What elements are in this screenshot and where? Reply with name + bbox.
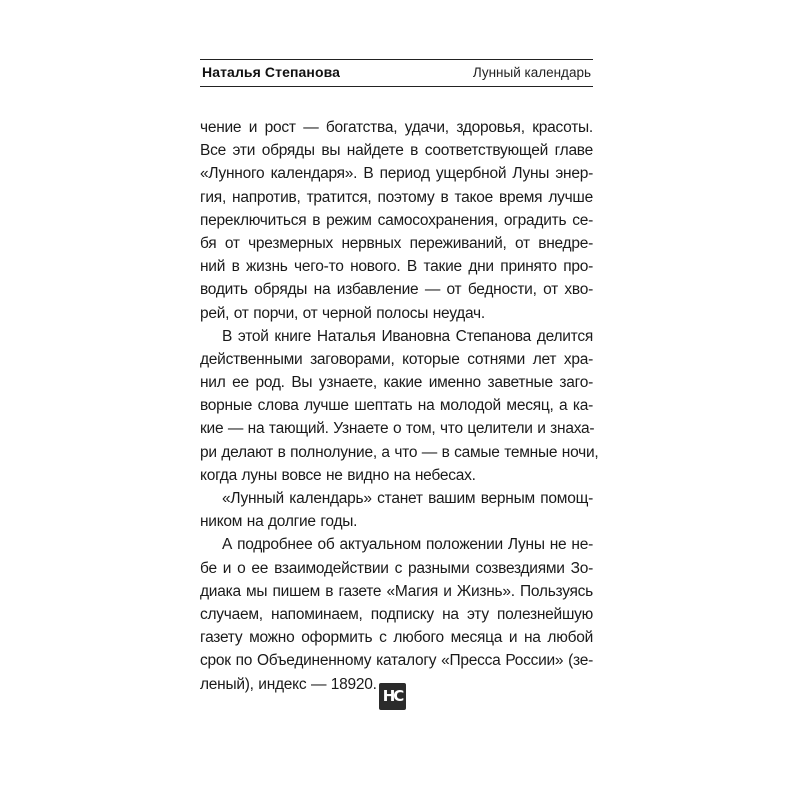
paragraph-3	[200, 487, 593, 533]
text-line: ником на долгие годы.	[200, 513, 358, 531]
text-line: газету можно оформить с любого месяца и на любой	[200, 629, 593, 647]
text-line: В этой книге Наталья Ивановна Степанова делится	[222, 327, 593, 345]
book-title: Лунный календарь	[472, 65, 591, 80]
paragraph-2	[200, 325, 599, 487]
text-line: случаем, напоминаем, подписку на эту полезнейшую	[200, 605, 593, 623]
text-line: действенными заговорами, которые сотнями лет хра-	[200, 350, 593, 368]
body-text	[200, 116, 599, 696]
text-line: гия, напротив, тратится, поэтому в такое время лучше	[200, 188, 593, 206]
publisher-logo-icon: HC	[379, 683, 406, 710]
text-line: леный), индекс — 18920.	[200, 675, 377, 693]
text-line: рей, от порчи, от черной полосы неудач.	[200, 304, 485, 322]
text-line: переключиться в режим самосохранения, оградить се-	[200, 211, 593, 229]
text-line: ворные слова лучше шептать на молодой месяц, а ка-	[200, 397, 593, 415]
paragraph-4	[200, 533, 593, 695]
text-line: срок по Объединенному каталогу «Пресса России» (зе-	[200, 652, 593, 670]
text-line: «Лунного календаря». В период ущербной Луны энер-	[200, 165, 593, 183]
text-line: бе и о ее взаимодействии с разными созвездиями Зо-	[200, 559, 593, 577]
text-line: нил ее род. Вы узнаете, какие именно заветные заго-	[200, 374, 593, 392]
text-line: А подробнее об актуальном положении Луны не не-	[222, 536, 593, 554]
author-name: Наталья Степанова	[202, 64, 341, 80]
text-line: кие — на тающий. Узнаете о том, что целители и знаха-	[200, 420, 595, 438]
text-line: «Лунный календарь» станет вашим верным помощ-	[222, 490, 593, 507]
text-line: когда луны вовсе не видно на небесах.	[200, 466, 476, 484]
text-line: ри делают в полнолуние, а что — в самые темные ночи,	[200, 443, 599, 461]
text-line: ний в жизнь чего-то нового. В такие дни принято про-	[200, 258, 593, 276]
text-line: водить обряды на избавление — от бедности, от хво-	[200, 281, 593, 299]
text-line: чение и рост — богатства, удачи, здоровья, красоты.	[200, 119, 593, 136]
text-line: бя от чрезмерных нервных переживаний, от внедре-	[200, 234, 593, 252]
running-header	[200, 59, 593, 87]
text-line: диака мы пишем в газете «Магия и Жизнь». Пользуясь	[200, 582, 593, 600]
paragraph-1	[200, 116, 593, 325]
text-line: Все эти обряды вы найдете в соответствующей главе	[200, 142, 593, 160]
